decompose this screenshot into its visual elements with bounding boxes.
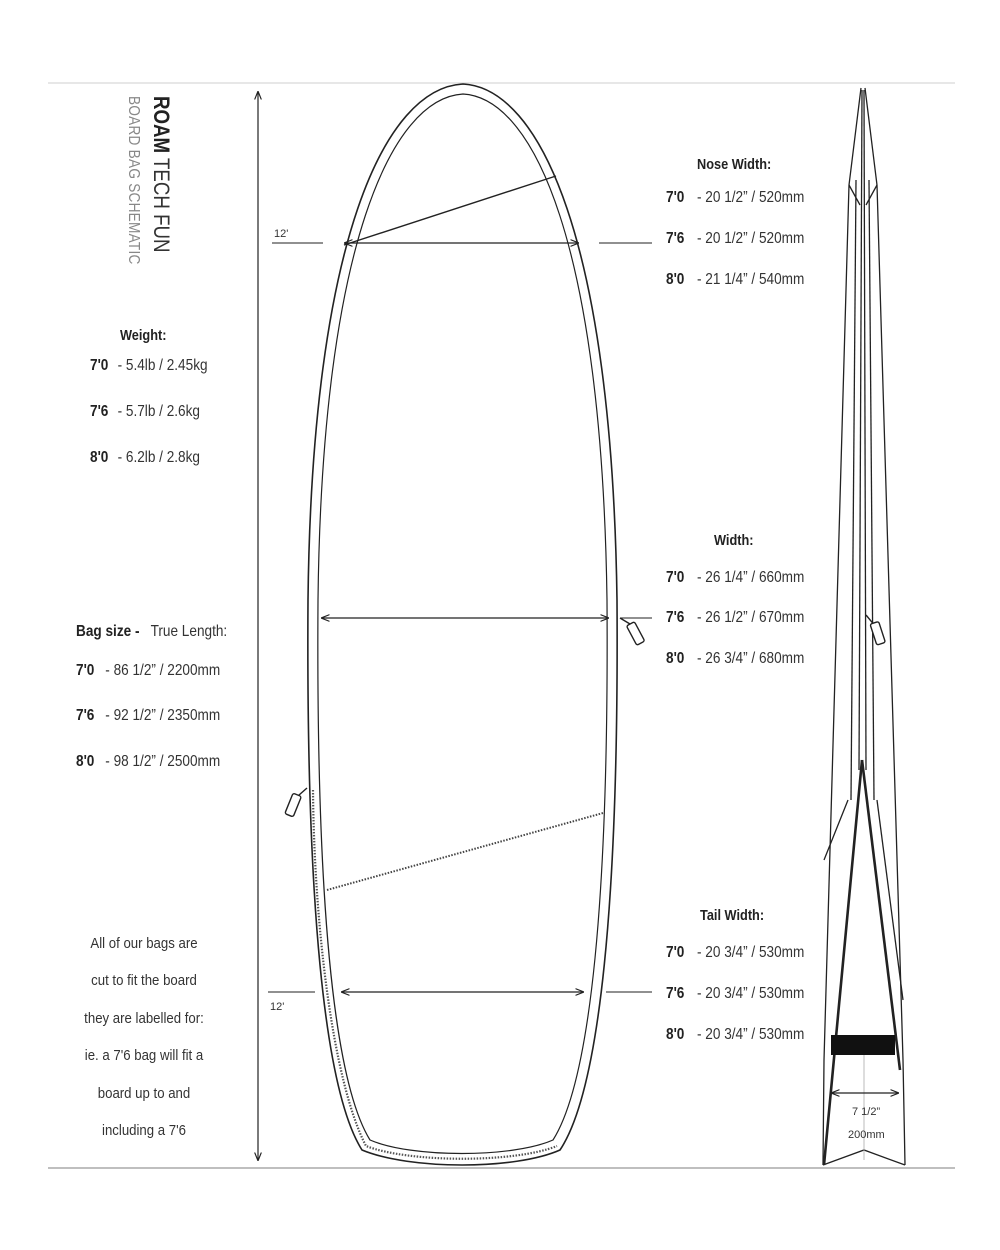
product-title: [148, 96, 174, 253]
tail-width-heading: Tail Width:: [700, 907, 765, 924]
weight-row: 7'0 - 5.4lb / 2.45kg: [90, 357, 208, 374]
weight-heading: Weight:: [120, 327, 167, 344]
thickness-imperial: 7 1/2”: [852, 1106, 881, 1118]
thickness-metric: 200mm: [848, 1129, 885, 1141]
tail-pad: [831, 1035, 895, 1055]
note-line: cut to fit the board: [91, 972, 197, 989]
bag-size-row: 8'0 - 98 1/2” / 2500mm: [76, 753, 221, 770]
schematic-subtitle: BOARD BAG SCHEMATIC: [125, 96, 142, 265]
zipper-line: [313, 790, 557, 1159]
bag-outline-inner: [318, 94, 607, 1154]
nose-offset-mark: 12': [274, 228, 289, 240]
nose-width-row: 7'6 - 20 1/2” / 520mm: [666, 230, 805, 247]
zip-puller-side: [866, 612, 885, 646]
nose-width-row: 8'0 - 21 1/4” / 540mm: [666, 271, 805, 288]
bag-size-heading: Bag size - True Length:: [76, 623, 228, 640]
width-row: 7'6 - 26 1/2” / 670mm: [666, 609, 805, 626]
bag-size-row: 7'6 - 92 1/2” / 2350mm: [76, 707, 221, 724]
width-row: 8'0 - 26 3/4” / 680mm: [666, 650, 805, 667]
nose-width-heading: Nose Width:: [697, 156, 772, 173]
note-line: they are labelled for:: [84, 1010, 204, 1027]
width-row: 7'0 - 26 1/4” / 660mm: [666, 569, 805, 586]
tail-width-row: 8'0 - 20 3/4” / 530mm: [666, 1026, 805, 1043]
weight-row: 8'0 - 6.2lb / 2.8kg: [90, 449, 200, 466]
note-line: All of our bags are: [90, 935, 198, 952]
tail-zip-diagonal: [327, 813, 603, 890]
tail-width-row: 7'0 - 20 3/4” / 530mm: [666, 944, 805, 961]
note-line: ie. a 7'6 bag will fit a: [84, 1047, 204, 1064]
bag-size-row: 7'0 - 86 1/2” / 2200mm: [76, 662, 221, 679]
tail-width-row: 7'6 - 20 3/4” / 530mm: [666, 985, 805, 1002]
tail-offset-mark: 12': [270, 1001, 285, 1013]
weight-row: 7'6 - 5.7lb / 2.6kg: [90, 403, 200, 420]
brand-name: ROAM: [149, 96, 174, 154]
product-name: TECH FUN: [149, 157, 174, 253]
note-line: including a 7'6: [102, 1122, 186, 1139]
note-line: board up to and: [97, 1085, 191, 1102]
width-heading: Width:: [714, 532, 754, 549]
zip-puller-left: [285, 784, 307, 818]
title-block: [118, 96, 178, 266]
nose-width-row: 7'0 - 20 1/2” / 520mm: [666, 189, 805, 206]
bag-outline-outer: [308, 84, 617, 1165]
side-profile: [823, 88, 905, 1165]
